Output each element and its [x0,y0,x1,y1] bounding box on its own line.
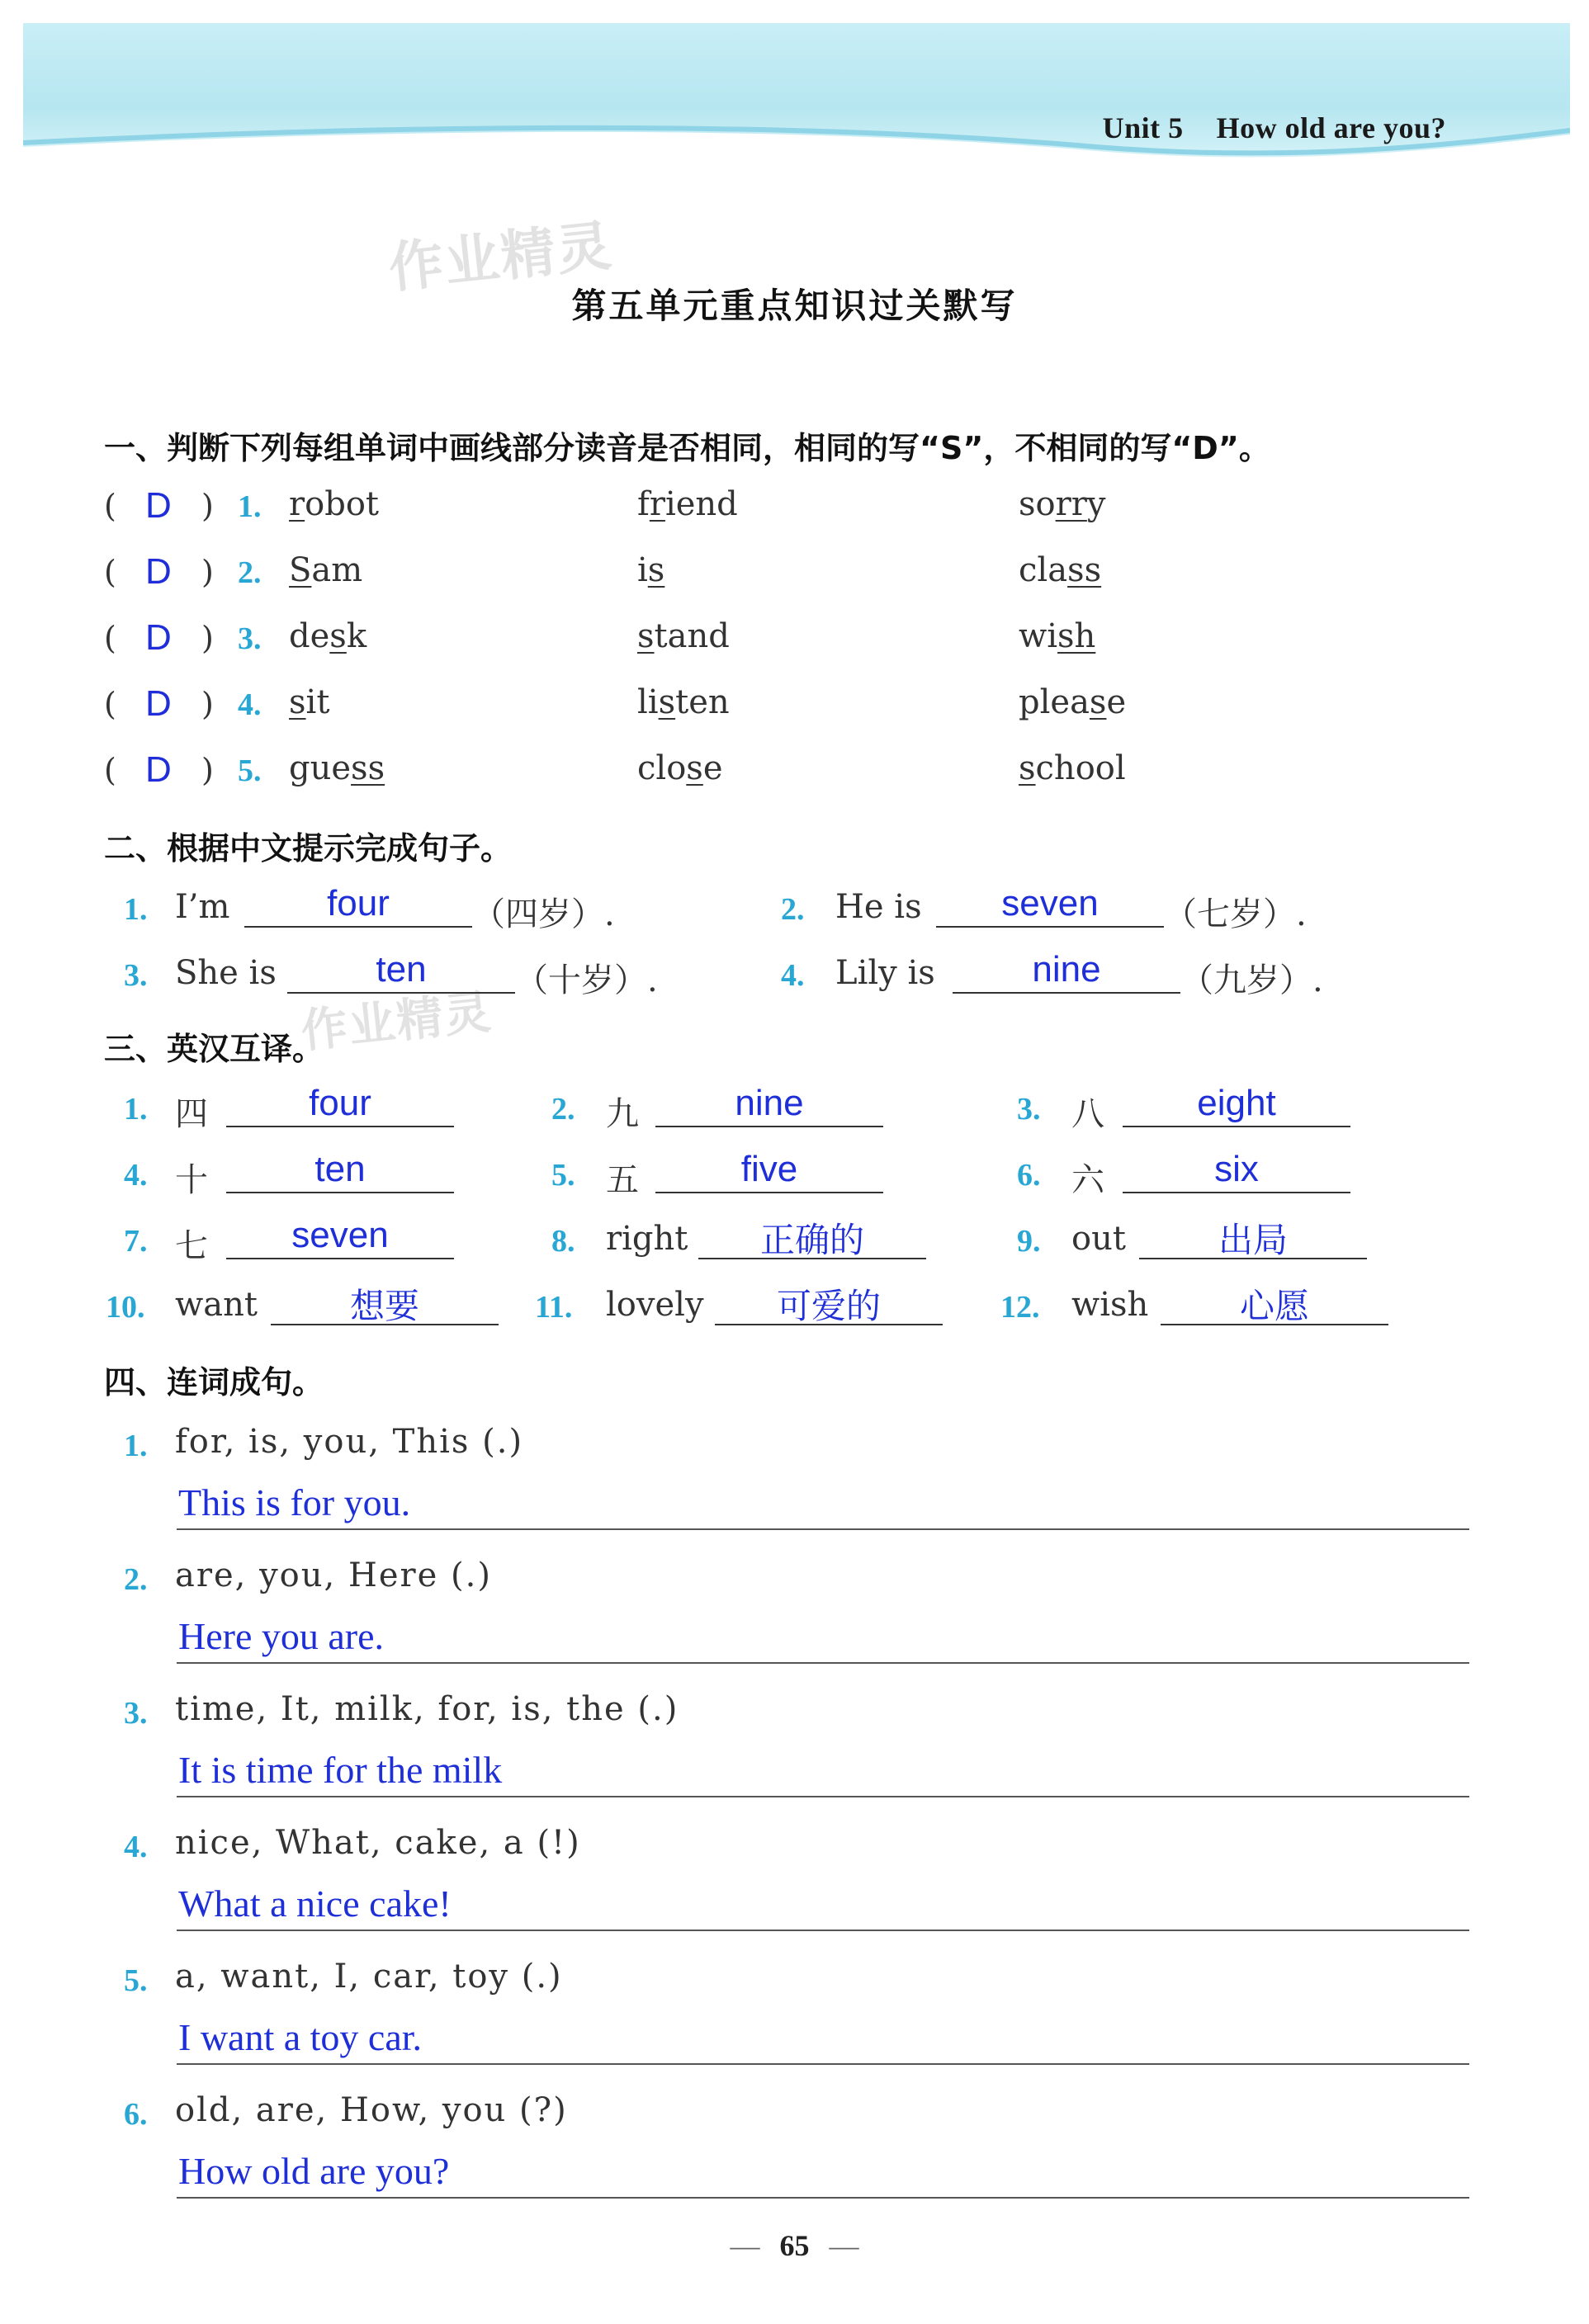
term: 九 [606,1095,639,1133]
answer-blank [226,1149,454,1193]
answer-blank [655,1083,883,1127]
item-number: 12. [1000,1290,1040,1325]
answer-letter: D [145,683,172,724]
word: Sam [289,551,363,589]
answer-line [177,1930,1469,1931]
answer-blank [953,949,1180,994]
header-band [23,23,1570,163]
item-number: 8. [551,1224,575,1259]
paren-close: ) [201,686,214,722]
paren-open: ( [104,752,116,788]
section-4-title: 四、连词成句。 [104,1364,324,1401]
answer-letter: D [145,749,172,790]
word: close [637,749,723,787]
answer-text: four [327,883,390,923]
sentence-prefix: He is [835,888,922,926]
term: right [606,1220,688,1258]
answer-blank [715,1284,943,1325]
word-prompt: old, are, How, you (?) [175,2091,568,2129]
word-prompt: time, It, milk, for, is, the (.) [175,1690,679,1728]
answer-blank [271,1284,499,1325]
answer-blank [226,1215,454,1259]
answer-blank [1123,1149,1350,1193]
term: 十 [175,1161,208,1199]
page-dash: — [829,2229,859,2262]
item-number: 2. [124,1562,148,1597]
item-number: 1. [238,489,262,524]
term: 五 [606,1161,639,1199]
term: lovely [606,1286,704,1324]
word: stand [637,617,730,655]
item-number: 4. [781,958,805,993]
unit-label: Unit 5 [1102,111,1184,144]
word: school [1019,749,1126,787]
word: sit [289,683,330,721]
word-prompt: a, want, I, car, toy (.) [175,1958,563,1996]
page-number-value: 65 [779,2229,810,2262]
watermark: 作业精灵 [298,985,495,1059]
paren-close: ) [201,620,214,656]
term: 八 [1071,1095,1104,1133]
word: friend [637,485,738,523]
item-number: 4. [124,1158,148,1193]
word: class [1019,551,1102,589]
item-number: 11. [535,1290,573,1325]
answer-letter: D [145,485,172,526]
item-number: 2. [551,1092,575,1127]
answer-line [177,1796,1469,1797]
answer-sentence: How old are you? [178,2150,450,2192]
answer-line [177,2197,1469,2199]
answer-text: four [309,1083,371,1123]
answer-blank [287,949,515,994]
word: please [1019,683,1127,721]
word-prompt: are, you, Here (.) [175,1556,492,1594]
item-number: 2. [238,555,262,590]
item-number: 9. [1017,1224,1041,1259]
word: guess [289,749,385,787]
word: robot [289,485,379,523]
item-number: 3. [124,1696,148,1731]
item-number: 5. [238,753,262,788]
answer-blank [1123,1083,1350,1127]
term: 六 [1071,1161,1104,1199]
word: listen [637,683,730,721]
answer-text: five [740,1149,798,1189]
unit-title [1103,111,1446,145]
answer-text: seven [1001,883,1099,923]
item-number: 6. [1017,1158,1041,1193]
item-number: 6. [124,2097,148,2132]
item-number: 10. [106,1290,145,1325]
answer-line [177,1528,1469,1530]
page-dash: — [730,2229,760,2262]
chinese-hint: （十岁）. [515,961,658,999]
answer-text: seven [291,1215,389,1255]
item-number: 1. [124,1429,148,1463]
answer-letter: D [145,617,172,658]
answer-text: 出局 [1218,1220,1288,1260]
answer-text: ten [314,1149,366,1189]
sentence-prefix: Lily is [835,954,935,992]
item-number: 3. [1017,1092,1041,1127]
term: 四 [175,1095,208,1133]
answer-sentence: Here you are. [178,1615,385,1657]
answer-text: 正确的 [759,1220,864,1260]
answer-blank [226,1083,454,1127]
answer-letter: D [145,551,172,592]
answer-text: 可爱的 [776,1286,881,1326]
answer-sentence: I want a toy car. [178,2016,423,2058]
answer-text: eight [1197,1083,1276,1123]
word: desk [289,617,367,655]
answer-line [177,1662,1469,1664]
section-1-title: 一、判断下列每组单词中画线部分读音是否相同，相同的写“S”，不相同的写“D”。 [104,430,1270,466]
item-number: 4. [238,687,262,722]
item-number: 3. [124,958,148,993]
paren-close: ) [201,554,214,590]
word: wish [1019,617,1096,655]
answer-sentence: This is for you. [178,1481,411,1523]
answer-text: nine [735,1083,804,1123]
answer-text: nine [1032,949,1101,990]
paren-close: ) [201,752,214,788]
section-3-title: 三、英汉互译。 [104,1031,324,1067]
section-2-title: 二、根据中文提示完成句子。 [104,830,513,867]
answer-blank [655,1149,883,1193]
answer-blank [244,883,472,928]
paren-close: ) [201,488,214,524]
answer-blank [698,1218,926,1259]
item-number: 2. [781,892,805,927]
unit-subtitle: How old are you? [1216,111,1446,144]
answer-sentence: What a nice cake! [178,1882,452,1925]
word-prompt: for, is, you, This (.) [175,1423,524,1461]
answer-text: six [1214,1149,1259,1189]
item-number: 4. [124,1830,148,1864]
sentence-prefix: I’m [175,888,230,926]
answer-blank [936,883,1164,928]
item-number: 5. [551,1158,575,1193]
answer-sentence: It is time for the milk [178,1749,503,1791]
watermark: 作业精灵 [385,213,616,300]
answer-blank [1161,1284,1388,1325]
answer-text: 心愿 [1239,1286,1309,1326]
term: want [175,1286,258,1324]
answer-line [177,2063,1469,2065]
word-prompt: nice, What, cake, a (!) [175,1824,581,1862]
chinese-hint: （九岁）. [1180,961,1323,999]
answer-text: 想要 [349,1286,419,1326]
paren-open: ( [104,554,116,590]
chinese-hint: （七岁）. [1164,895,1307,933]
item-number: 7. [124,1224,148,1259]
sentence-prefix: She is [175,954,277,992]
item-number: 3. [238,621,262,656]
page-number [0,2228,1589,2263]
term: 七 [175,1227,208,1265]
item-number: 1. [124,1092,148,1127]
word: sorry [1019,485,1106,523]
answer-blank [1139,1218,1367,1259]
answer-text: ten [376,949,427,990]
paren-open: ( [104,620,116,656]
chinese-hint: （四岁）. [472,895,615,933]
term: out [1071,1220,1126,1258]
word: is [637,551,665,589]
paren-open: ( [104,488,116,524]
paren-open: ( [104,686,116,722]
term: wish [1071,1286,1149,1324]
item-number: 1. [124,892,148,927]
page-title: 第五单元重点知识过关默写 [571,286,1018,326]
item-number: 5. [124,1963,148,1998]
